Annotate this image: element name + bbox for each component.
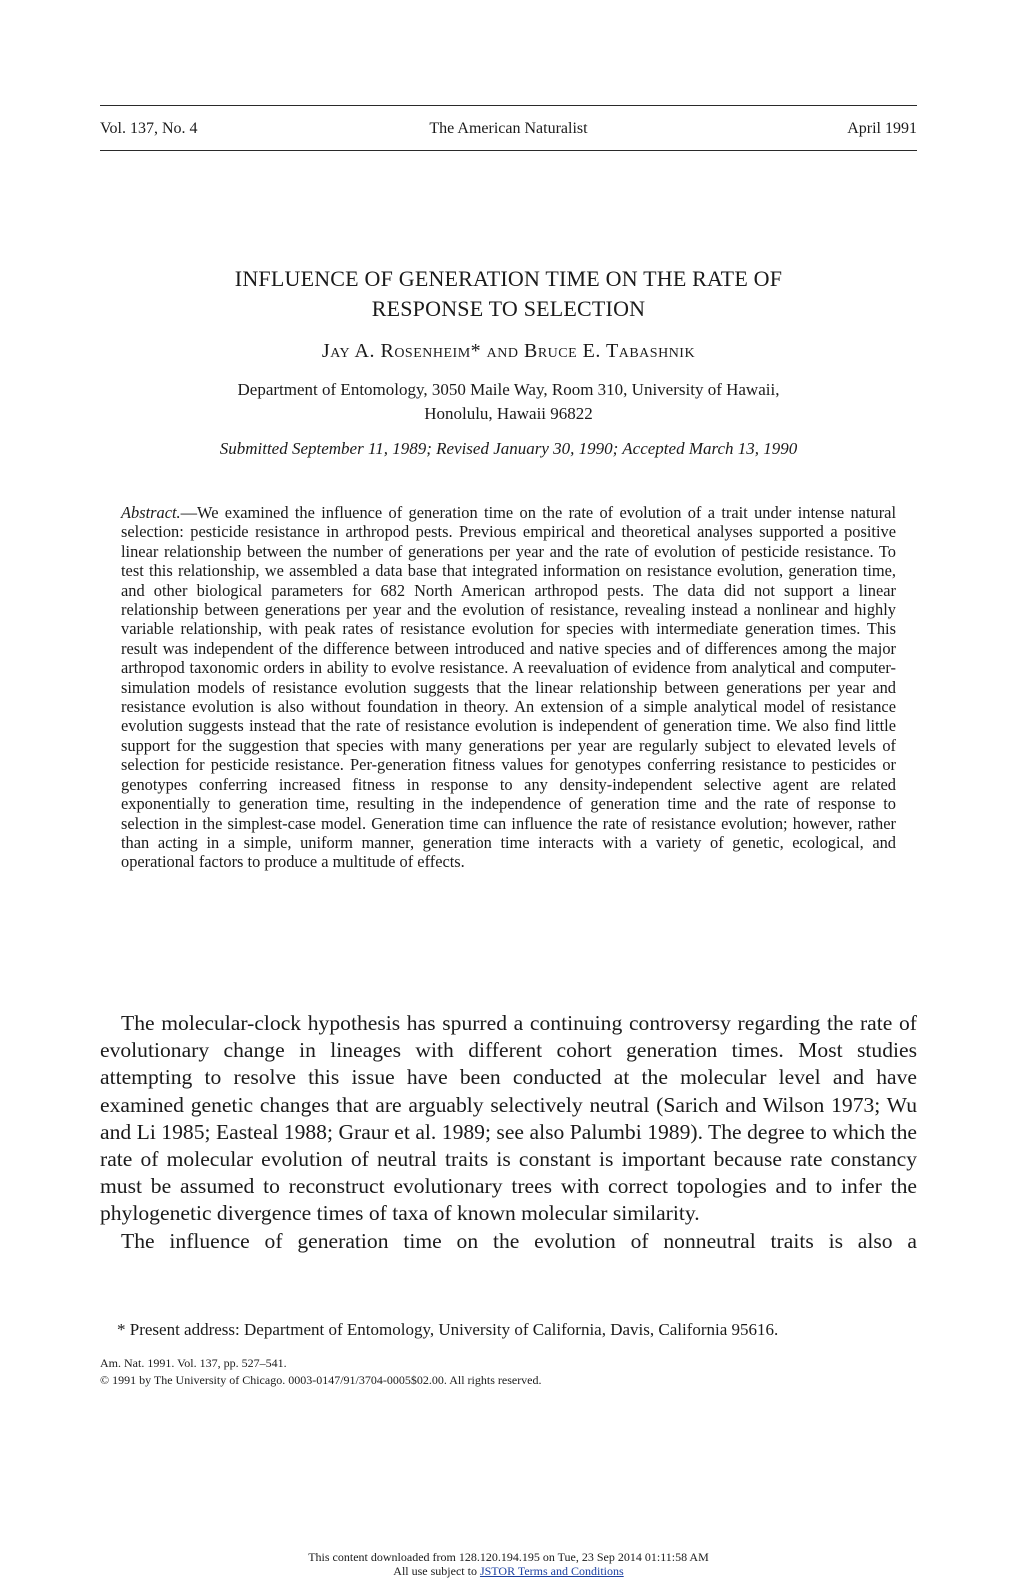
abstract [121,503,896,872]
citation-block [100,1355,917,1389]
running-head [100,118,917,140]
authors: Jay A. Rosenheim* and Bruce E. Tabashnik [321,340,696,362]
abstract-text: —We examined the influence of generation time on the rate of evolution of a trait under intense natural selection: pesticide resistance in arthropod pests. Previous empirical and theoretical analyses supported a positive linear relationship between the number of generations per year and the rate of evolution of pesticide resistance. To test this relationship, we assembled a data base that integrated information on resistance evolution, generation time, and other biological parameters for 682 North American arthropod pests. The data did not support a linear relationship between generations per year and the evolution of resistance, revealing instead a nonlinear and highly variable relationship, with peak rates of resistance evolution for species with intermediate generation times. This result was independent of the difference between introduced and native species and of differences among the major arthropod taxonomic orders in ability to evolve resistance. A reevaluation of evidence from analytical and computer-simulation models of resistance evolution suggests that the linear relationship between generations per year and resistance evolution is also without foundation in theory. An extension of a simple analytical model of resistance evolution suggests instead that the rate of resistance evolution is independent of generation time. We also find little support for the suggestion that species with many generations per year are regularly subject to elevated levels of selection for pesticide resistance. Per-generation fitness values for genotypes conferring resistance to pesticides or genotypes conferring increased fitness in response to any density-independent selective agent are related exponentially to generation time, resulting in the independence of generation time and the rate of response to selection in the simplest-case model. Generation time can influence the rate of resistance evolution; however, rather than acting in a simple, uniform manner, generation time interacts with a variety of genetic, ecological, and operational factors to produce a multitude of effects. [121,503,896,872]
volume-issue: Vol. 137, No. 4 [100,120,198,137]
body-text [100,1010,917,1255]
jstor-terms-link[interactable]: JSTOR Terms and Conditions [479,1564,624,1578]
citation-line-1: Am. Nat. 1991. Vol. 137, pp. 527–541. [100,1356,287,1370]
header-rule-bottom [100,150,917,151]
body-paragraph-2: The influence of generation time on the evolution of nonneutral traits is also a [121,1228,917,1253]
abstract-label: Abstract. [121,503,181,522]
affiliation-line-2: Honolulu, Hawaii 96822 [424,404,593,423]
terms-prefix: All use subject to [393,1564,480,1578]
terms-notice [100,1564,917,1578]
affiliation [120,378,897,426]
article-title [100,264,917,324]
title-line-2: RESPONSE TO SELECTION [371,296,646,321]
body-paragraph-1: The molecular-clock hypothesis has spurred a continuing controversy regarding the rate of evolutionary change in lineages with different cohort generation times. Most studies attempting to resolve this issue have been conducted at the molecular level and have examined genetic changes that are arguably selectively neutral (Sarich and Wilson 1973; Wu and Li 1985; Easteal 1988; Graur et al. 1989; see also Palumbi 1989). The degree to which the rate of molecular evolution of neutral traits is constant is important because rate constancy must be assumed to reconstruct evolutionary trees with correct topologies and to infer the phylogenetic divergence times of taxa of known molecular similarity. [100,1011,917,1226]
journal-name: The American Naturalist [429,120,588,137]
issue-date: April 1991 [847,120,917,137]
affiliation-line-1: Department of Entomology, 3050 Maile Way, Room 310, University of Hawaii, [237,380,780,399]
footnote-present-address: * Present address: Department of Entomology, University of California, Davis, California 95616. [117,1320,779,1339]
submission-dates: Submitted September 11, 1989; Revised January 30, 1990; Accepted March 13, 1990 [219,439,798,458]
download-notice: This content downloaded from 128.120.194.195 on Tue, 23 Sep 2014 01:11:58 AM [308,1550,709,1564]
title-line-1: INFLUENCE OF GENERATION TIME ON THE RATE OF [234,266,783,291]
jstor-footer [100,1550,917,1578]
header-rule-top [100,105,917,106]
citation-line-2: © 1991 by The University of Chicago. 0003-0147/91/3704-0005$02.00. All rights reserved. [100,1373,542,1387]
